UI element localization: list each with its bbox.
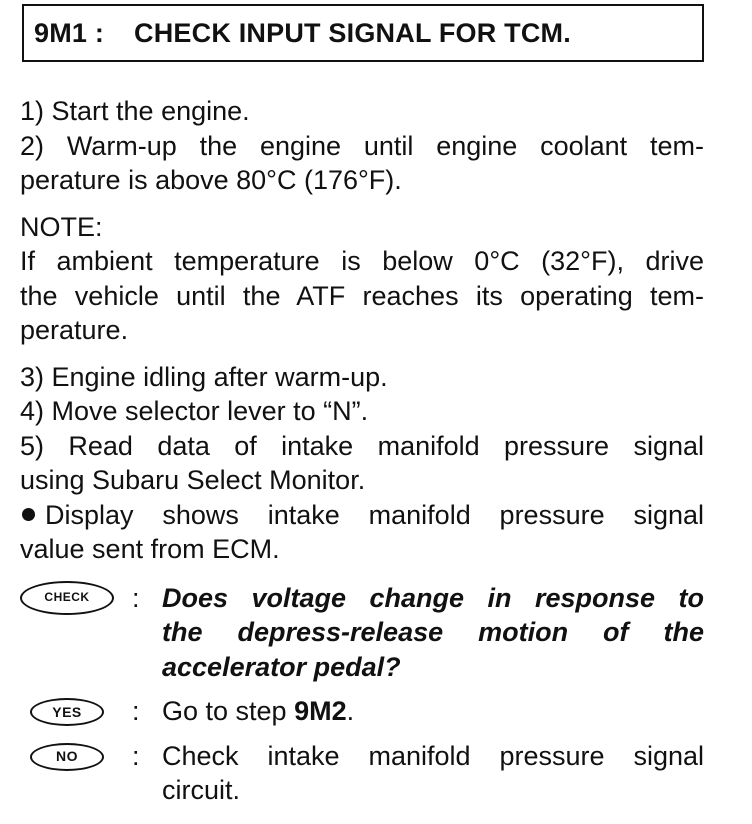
note-label: NOTE: — [20, 211, 103, 242]
no-colon: : — [132, 740, 140, 771]
check-line-1: Does voltage change in response to — [162, 582, 704, 613]
step-5-line-2: using Subaru Select Monitor. — [20, 465, 366, 495]
step-4: 4) Move selector lever to “N”. — [20, 396, 369, 426]
step-3: 3) Engine idling after warm-up. — [20, 361, 388, 392]
check-line-3: accelerator pedal? — [162, 651, 401, 682]
step-2-line-1: 2) Warm-up the engine until engine coolant tem- — [20, 130, 704, 161]
yes-text: Go to step 9M2. — [162, 696, 355, 726]
yes-badge-icon: YES — [30, 698, 104, 726]
yes-colon: : — [132, 696, 140, 726]
check-question — [20, 581, 704, 685]
step-1: 1) Start the engine. — [20, 96, 250, 126]
no-branch — [20, 739, 704, 808]
bullet-icon — [22, 508, 35, 521]
check-badge-icon: CHECK — [20, 581, 114, 615]
yes-step-ref: 9M2 — [294, 696, 347, 726]
note-line-3: perature. — [20, 315, 129, 345]
note-line-1: If ambient temperature is below 0°C (32°F), drive — [20, 246, 704, 276]
no-line-2: circuit. — [162, 775, 241, 805]
yes-branch — [20, 694, 704, 729]
procedure-content — [20, 94, 704, 808]
procedure-title: CHECK INPUT SIGNAL FOR TCM. — [134, 17, 571, 48]
check-colon: : — [132, 582, 140, 613]
procedure-title-box — [22, 4, 704, 62]
step-2-line-2: perature is above 80°C (176°F). — [20, 165, 402, 195]
note-line-2: the vehicle until the ATF reaches its operating tem- — [20, 280, 704, 311]
bullet-line-1: Display shows intake manifold pressure signal — [20, 498, 704, 533]
no-badge-icon: NO — [30, 743, 104, 771]
procedure-code: 9M1 : — [34, 17, 105, 48]
no-line-1: Check intake manifold pressure signal — [162, 740, 704, 771]
bullet-line-2: value sent from ECM. — [20, 534, 280, 564]
step-5-line-1: 5) Read data of intake manifold pressure signal — [20, 430, 704, 461]
check-line-2: the depress-release motion of the — [162, 617, 704, 647]
